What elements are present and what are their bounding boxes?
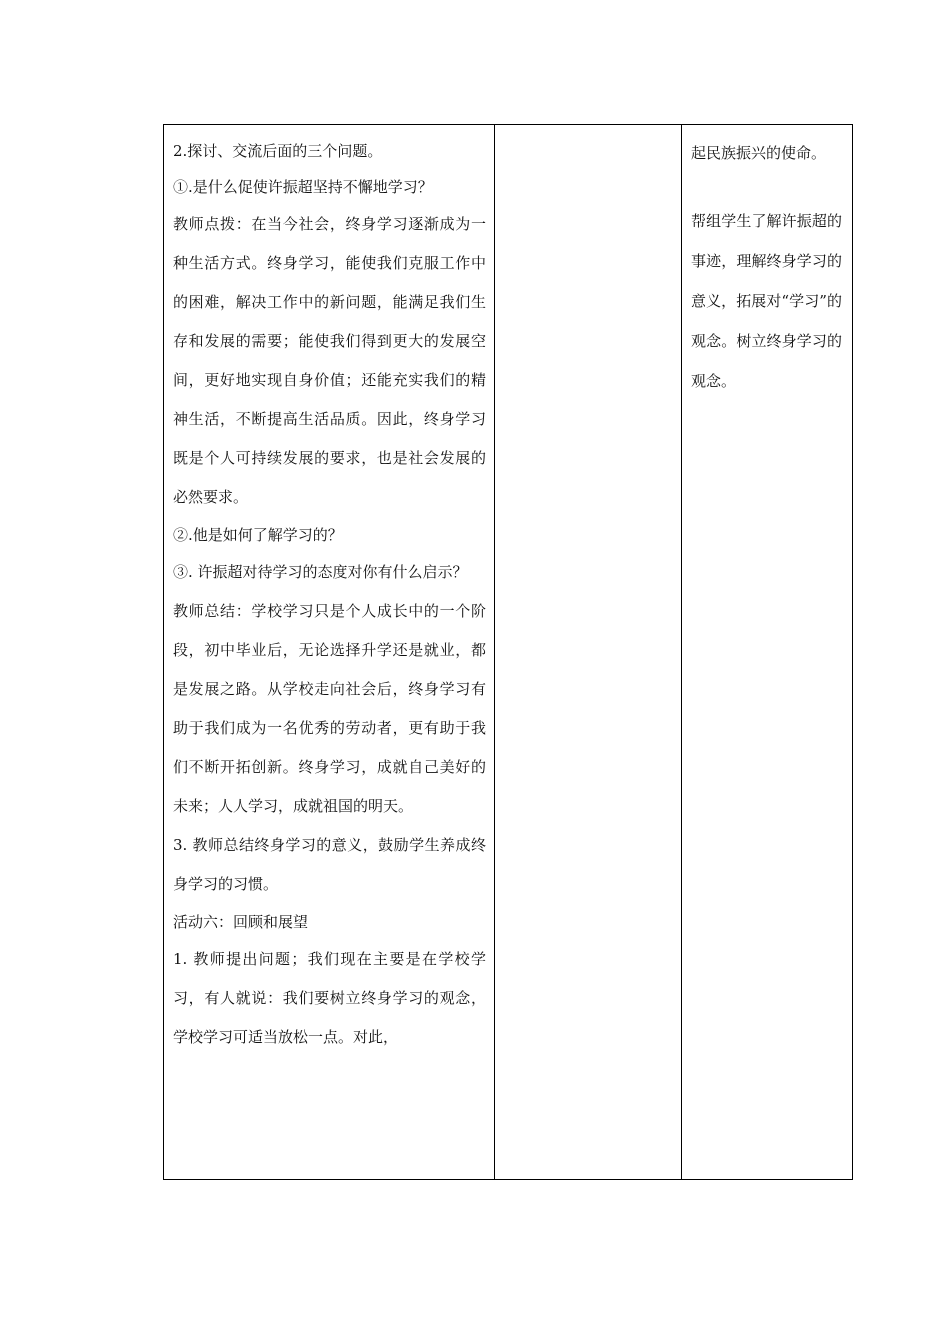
activity-six-heading: 活动六：回顾和展望 [173, 913, 309, 931]
student-activity-column [495, 125, 682, 1179]
teaching-process-column [164, 125, 495, 1179]
question-two: ②.他是如何了解学习的？ [173, 526, 343, 544]
design-intent-column [682, 125, 852, 1179]
summary-point-three: 3. 教师总结终身学习的意义，鼓励学生养成终身学习的习惯。 [173, 836, 486, 893]
design-intent-line: 起民族振兴的使命。 [691, 144, 827, 162]
teacher-guidance: 教师点拨：在当今社会，终身学习逐渐成为一种生活方式。终身学习，能使我们克服工作中的困难，解决工作中的新问题，能满足我们生存和发展的需要；能使我们得到更大的发展空间，更好地实现自身价值；还能充实我们的精神生活，不断提高生活品质。因此，终身学习既是个人可持续发展的要求，也是社会发展的必然要求。 [173, 215, 486, 506]
question-one: ①.是什么促使许振超坚持不懈地学习？ [173, 178, 433, 196]
activity-six-question: 1. 教师提出问题；我们现在主要是在学校学习，有人就说：我们要树立终身学习的观念，学校学习可适当放松一点。对此， [173, 950, 486, 1046]
question-intro: 2.探讨、交流后面的三个问题。 [173, 142, 383, 160]
design-intent-paragraph: 帮组学生了解许振超的事迹，理解终身学习的意义，拓展对“学习”的观念。树立终身学习的观念。 [691, 212, 842, 390]
question-three: ③. 许振超对待学习的态度对你有什么启示？ [173, 563, 468, 581]
lesson-plan-table [163, 124, 853, 1180]
paragraph-gap [691, 173, 842, 201]
teacher-summary: 教师总结：学校学习只是个人成长中的一个阶段，初中毕业后，无论选择升学还是就业，都是发展之路。从学校走向社会后，终身学习有助于我们成为一名优秀的劳动者，更有助于我们不断开拓创新。终身学习，成就自己美好的未来；人人学习，成就祖国的明天。 [173, 602, 486, 815]
